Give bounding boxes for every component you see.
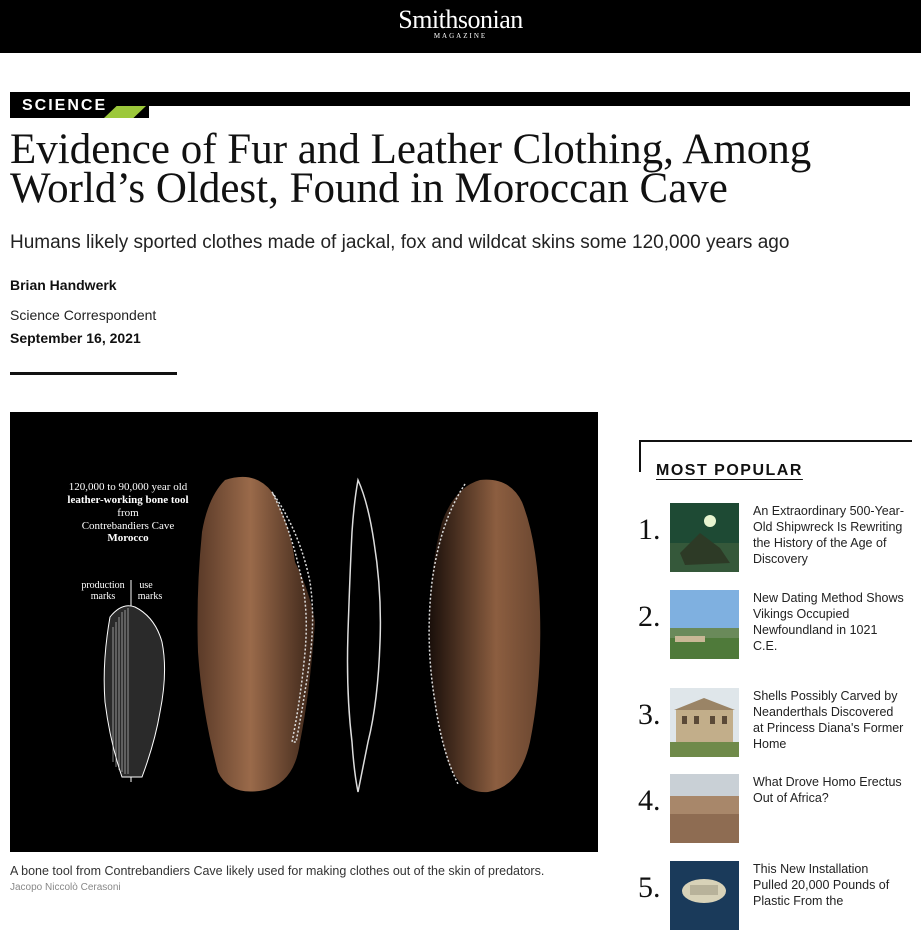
figure-label-1: 120,000 to 90,000 year old bbox=[68, 481, 188, 493]
site-logo-sub: MAGAZINE bbox=[433, 32, 488, 40]
popular-thumb-vikings[interactable] bbox=[670, 590, 739, 659]
popular-thumb-plastic[interactable] bbox=[670, 861, 739, 930]
production-label-1: production bbox=[81, 580, 125, 591]
bone-tool-back bbox=[430, 480, 541, 792]
article-dek: Humans likely sported clothes made of jackal, fox and wildcat skins some 120,000 years ago bbox=[10, 232, 790, 253]
popular-item[interactable] bbox=[630, 503, 915, 593]
figure-label-5: Morocco bbox=[107, 532, 149, 544]
popular-item[interactable] bbox=[630, 688, 915, 778]
author-role: Science Correspondent bbox=[10, 307, 157, 323]
use-label-2: marks bbox=[137, 591, 163, 602]
figure-label-2: leather-working bone tool bbox=[67, 494, 189, 506]
popular-title[interactable]: Shells Possibly Carved by Neanderthals Discovered at Princess Diana's Former Home bbox=[753, 689, 904, 751]
popular-title[interactable]: This New Installation Pulled 20,000 Pounds of Plastic From the bbox=[753, 862, 890, 908]
popular-thumb-africa[interactable] bbox=[670, 774, 739, 843]
most-popular-title: MOST POPULAR bbox=[656, 462, 803, 479]
popular-thumb-house[interactable] bbox=[670, 688, 739, 757]
article-headline: Evidence of Fur and Leather Clothing, Among World’s Oldest, Found in Moroccan Cave bbox=[10, 126, 812, 212]
popular-item[interactable] bbox=[630, 590, 915, 680]
popular-rank: 4. bbox=[638, 784, 661, 817]
popular-title[interactable]: An Extraordinary 500-Year-Old Shipwreck Is Rewriting the History of the Age of Discovery bbox=[753, 504, 905, 566]
article-figure bbox=[10, 412, 598, 852]
popular-rank: 2. bbox=[638, 600, 661, 633]
popular-item[interactable] bbox=[630, 774, 915, 864]
popular-rank: 3. bbox=[638, 698, 661, 731]
popular-rank: 5. bbox=[638, 871, 661, 904]
site-logo[interactable]: Smithsonian bbox=[398, 5, 523, 34]
publish-date: September 16, 2021 bbox=[10, 330, 141, 346]
bone-tool-image bbox=[10, 412, 598, 852]
section-tag[interactable]: SCIENCE bbox=[10, 92, 149, 118]
bone-side-outline bbox=[348, 480, 381, 792]
popular-title[interactable]: New Dating Method Shows Vikings Occupied Newfoundland in 1021 C.E. bbox=[753, 591, 904, 653]
popular-rank: 1. bbox=[638, 513, 661, 546]
header-rule bbox=[10, 372, 177, 375]
use-label-1: use bbox=[139, 580, 153, 591]
popular-item[interactable] bbox=[630, 861, 915, 951]
figure-label-3: from bbox=[117, 507, 139, 519]
bone-tool-front bbox=[198, 477, 316, 792]
figure-credit: Jacopo Niccolò Cerasoni bbox=[10, 882, 121, 893]
production-label-2: marks bbox=[90, 591, 116, 602]
popular-thumb-shipwreck[interactable] bbox=[670, 503, 739, 572]
popular-title[interactable]: What Drove Homo Erectus Out of Africa? bbox=[753, 775, 902, 805]
figure-label-4: Contrebandiers Cave bbox=[81, 520, 175, 532]
figure-caption: A bone tool from Contrebandiers Cave likely used for making clothes out of the skin of predators. bbox=[10, 864, 545, 878]
author-name[interactable]: Brian Handwerk bbox=[10, 277, 117, 293]
